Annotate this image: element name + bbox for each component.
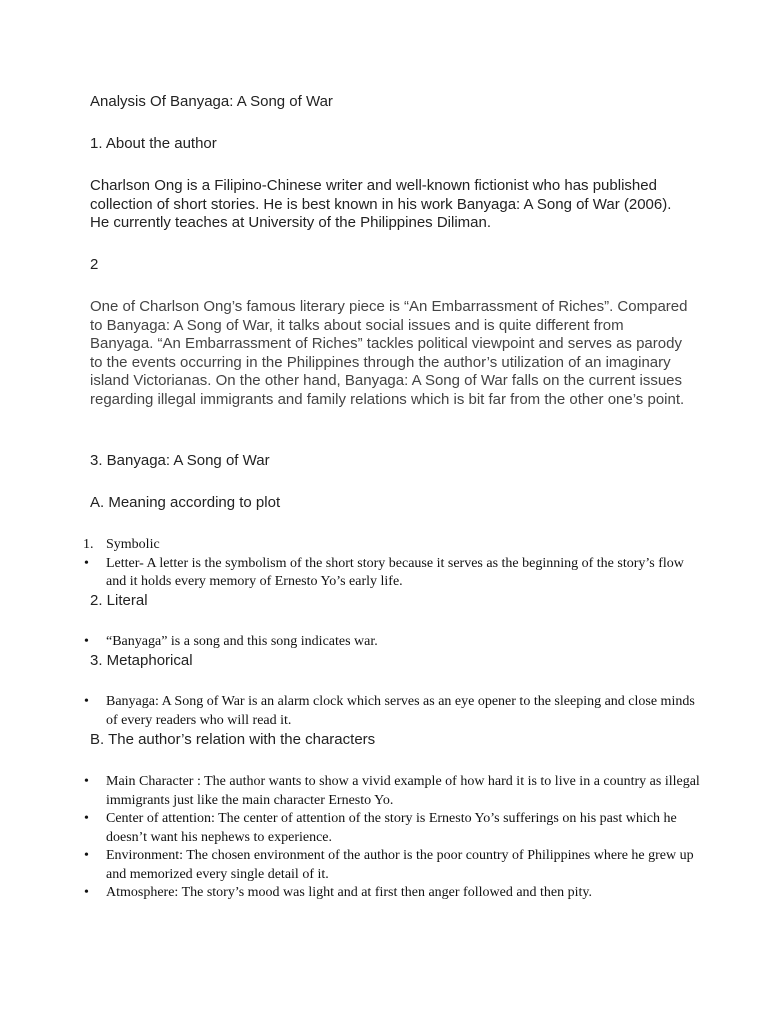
literal-bullet-text: “Banyaga” is a song and this song indicates war. (106, 634, 378, 649)
bullet-icon: • (84, 848, 89, 863)
section-1-heading: 1. About the author (90, 135, 217, 152)
bullet-icon: • (84, 885, 89, 900)
metaphorical-list (80, 693, 700, 730)
section-3-heading: 3. Banyaga: A Song of War (90, 452, 270, 469)
literal-heading: 2. Literal (90, 592, 148, 609)
list-item (80, 884, 700, 903)
symbolic-bullet-text: Letter- A letter is the symbolism of the short story because it serves as the beginning of the story’s flow and it holds every memory of Ernesto Yo’s early life. (106, 555, 684, 589)
relation-bullet-text: Atmosphere: The story’s mood was light and at first then anger followed and then pity. (106, 885, 593, 900)
relation-bullet-text: Environment: The chosen environment of the author is the poor country of Philippines where he grew up and memorized every single detail of it. (106, 848, 694, 882)
section-2-heading: 2 (90, 256, 99, 273)
list-item (80, 633, 700, 652)
list-item (80, 810, 700, 847)
list-item (80, 536, 700, 555)
symbolic-label: Symbolic (106, 537, 160, 552)
bullet-icon: • (84, 694, 89, 709)
bullet-icon: • (84, 774, 89, 789)
list-item (80, 693, 700, 730)
document-title: Analysis Of Banyaga: A Song of War (90, 93, 333, 110)
relation-list (80, 773, 700, 903)
bullet-icon: • (84, 811, 89, 826)
list-item (80, 847, 700, 884)
metaphorical-bullet-text: Banyaga: A Song of War is an alarm clock which serves as an eye opener to the sleeping and close minds of every readers who will read it. (106, 694, 695, 728)
comparison-paragraph: One of Charlson Ong’s famous literary piece is “An Embarrassment of Riches”. Compared to Banyaga: A Song of War, it talks about social issues and is quite different from Banyaga. “An Embarrassment of Riches” tackles political viewpoint and serves as parody to the events occurring in the Philippines through the author’s utilization of an imaginary island Victorianas. On the other hand, Banyaga: A Song of War falls on the current issues regarding illegal immigrants and family relations which is bit far from the other one’s point. (90, 298, 688, 408)
relation-bullet-text: Main Character : The author wants to show a vivid example of how hard it is to live in a country as illegal immigrants just like the main character Ernesto Yo. (106, 774, 700, 808)
subsection-a-heading: A. Meaning according to plot (90, 494, 281, 511)
symbolic-list (80, 536, 700, 592)
subsection-b-heading: B. The author’s relation with the characters (90, 731, 376, 748)
list-number: 1. (83, 537, 94, 552)
metaphorical-heading: 3. Metaphorical (90, 652, 193, 669)
literal-list (80, 633, 700, 652)
bullet-icon: • (84, 555, 89, 571)
author-paragraph: Charlson Ong is a Filipino-Chinese writer and well-known fictionist who has published collection of short stories. He is best known in his work Banyaga: A Song of War (2006). He currently teaches at University of the Philippines Diliman. (90, 177, 672, 231)
list-item (80, 773, 700, 810)
bullet-icon: • (84, 634, 89, 649)
list-item (80, 555, 700, 592)
relation-bullet-text: Center of attention: The center of attention of the story is Ernesto Yo’s sufferings on his past which he doesn’t want his nephews to experience. (106, 811, 677, 845)
